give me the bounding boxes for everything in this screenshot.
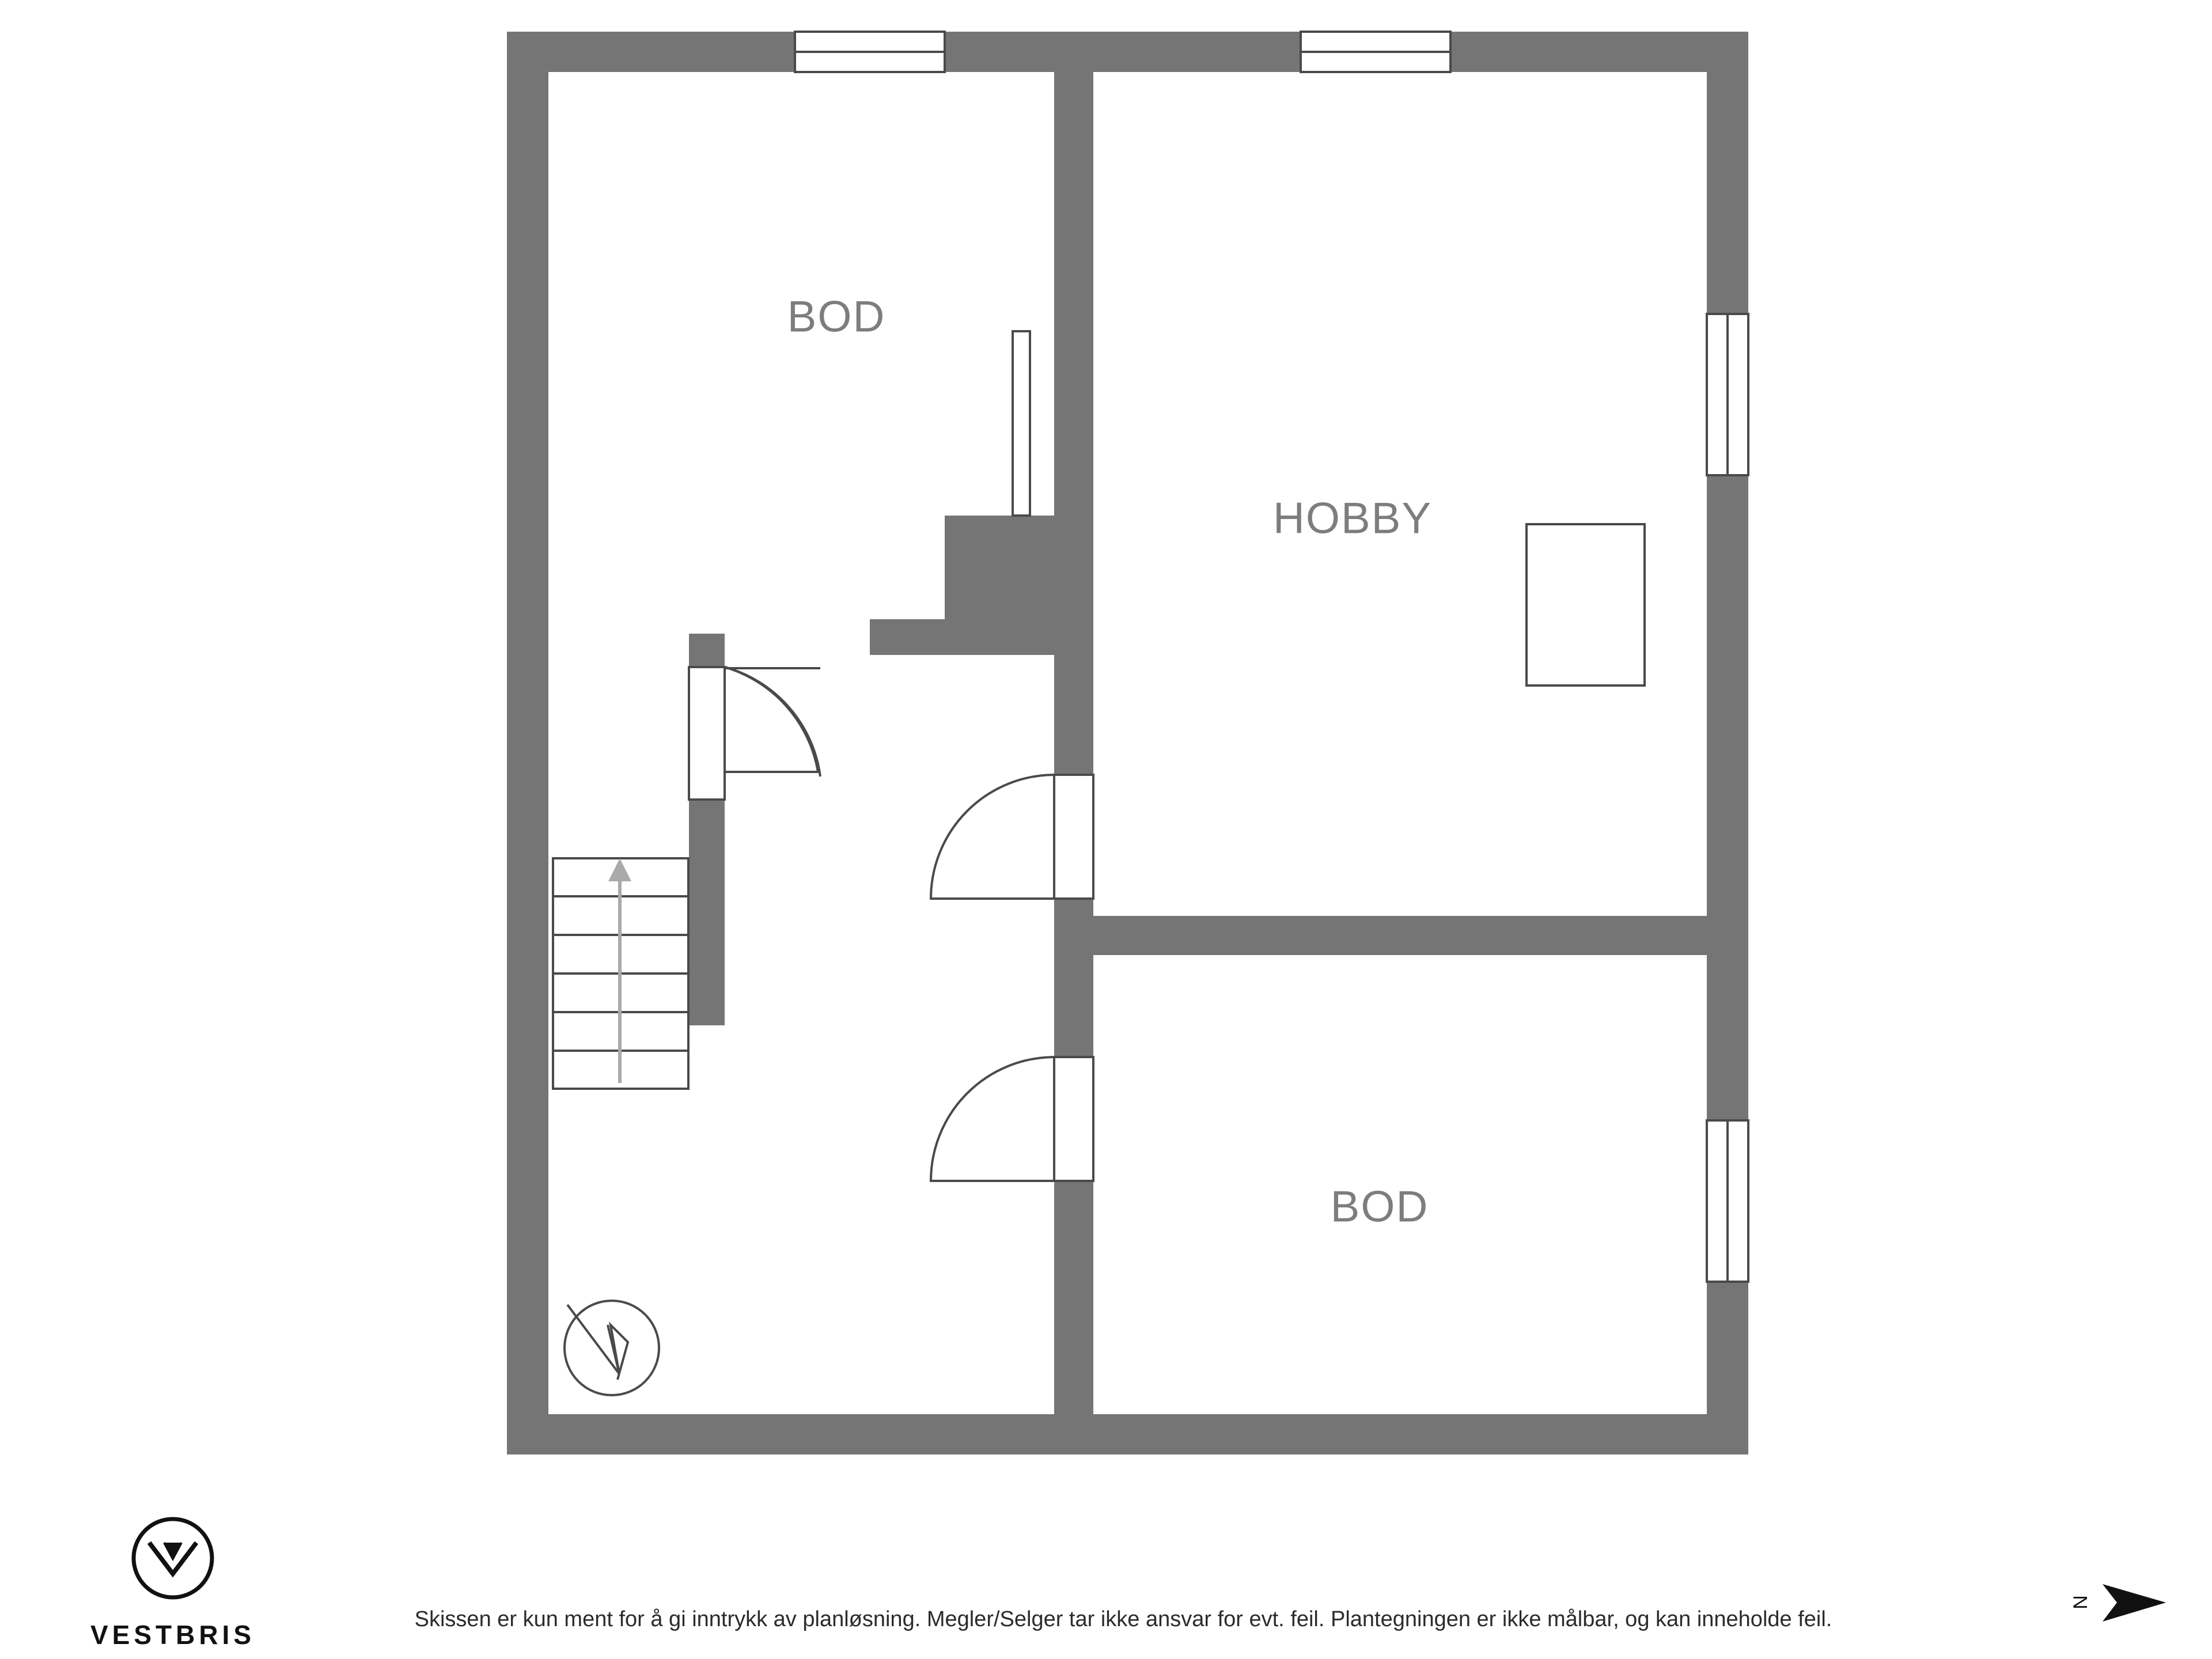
window-top-right [1301,32,1450,72]
door-hall-left [689,667,820,800]
door-hall-to-bod [931,1057,1093,1181]
compass [2069,1578,2177,1630]
compass-north-label: N [2069,1595,2092,1609]
cabinet-hobby [1527,524,1645,685]
room-label-bod-lower-right: BOD [1330,1182,1429,1232]
disclaimer-text: Skissen er kun ment for å gi inntrykk av planløsning. Megler/Selger tar ikke ansvar for evt. feil. Plantegningen er ikke målbar, og kan inneholde feil. [414,1607,1832,1631]
window-top-left [795,32,945,72]
room-label-bod-upper-left: BOD [787,292,886,342]
brand-name: VESTBRIS [90,1620,256,1650]
floor-drain-symbol [565,1301,659,1395]
door-hall-to-hobby [931,775,1093,899]
window-right-upper [1707,314,1748,475]
vestbris-chevron-logo [124,1509,222,1607]
window-right-lower [1707,1120,1748,1282]
brand-block [69,1509,276,1650]
wall-stub-center [1013,331,1030,516]
interior-walls [689,72,1708,1455]
room-label-hobby: HOBBY [1272,494,1433,543]
staircase [553,858,688,1089]
